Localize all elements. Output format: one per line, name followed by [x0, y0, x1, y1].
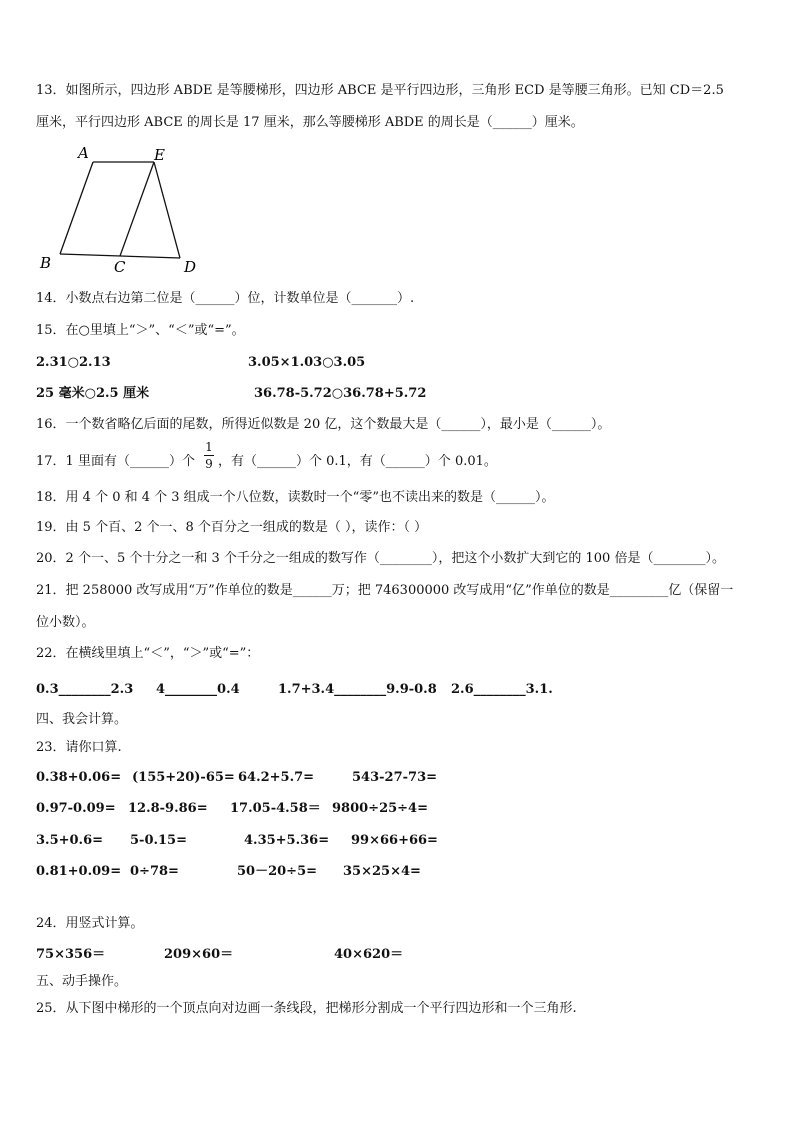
q23-item: 64.2+5.7=: [238, 770, 315, 785]
q23-item: 35×25×4=: [343, 864, 421, 879]
edge-AB: [60, 162, 93, 254]
q23-title: 23．请你口算.: [36, 740, 122, 755]
q23-item: 543-27-73=: [352, 770, 438, 785]
q15-item-2: 3.05×1.03○3.05: [248, 355, 366, 370]
q15-item-3: 25 毫米○2.5 厘米: [36, 386, 150, 401]
q23-item: (155+20)-65=: [132, 770, 235, 785]
q15-item-4: 36.78-5.72○36.78+5.72: [254, 386, 427, 401]
q20-text: 20．2 个一、5 个十分之一和 3 个千分之一组成的数写作（________），把这个小数扩大到它的 100 倍是（________）。: [36, 551, 725, 566]
label-C: C: [114, 258, 126, 276]
q23-item: 17.05-4.58＝: [230, 801, 321, 816]
q19-text: 19．由 5 个百、2 个一、8 个百分之一组成的数是（ ），读作：（ ）: [36, 520, 428, 535]
q17-fraction-denominator: 9: [205, 457, 213, 471]
q15-item-1: 2.31○2.13: [36, 355, 111, 370]
q22-item-1: 0.3________2.3: [36, 682, 134, 697]
q23-item: 4.35+5.36=: [244, 833, 330, 848]
q23-item: 12.8-9.86=: [128, 801, 208, 816]
q23-item: 9800÷25÷4=: [332, 801, 428, 816]
q23-item: 50－20÷5=: [237, 864, 318, 879]
label-D: D: [184, 258, 197, 276]
edge-EC: [120, 162, 154, 256]
q23-item: 99×66+66=: [351, 833, 438, 848]
q13-text-line2: 厘米，平行四边形 ABCE 的周长是 17 厘米，那么等腰梯形 ABDE 的周长是（______）厘米。: [36, 115, 584, 130]
q17-fraction-numerator: 1: [205, 440, 213, 454]
q15-title: 15．在○里填上“＞”、“＜”或“=”。: [36, 323, 245, 338]
q22-item-3: 1.7+3.4________9.9-0.8: [278, 682, 437, 697]
section-5-heading: 五、动手操作。: [36, 974, 128, 989]
q17-fraction-bar: [204, 455, 214, 456]
q21-text-line2: 位小数）。: [36, 615, 95, 630]
q23-item: 0.97-0.09=: [36, 801, 116, 816]
q24-item-2: 209×60＝: [164, 947, 234, 962]
q25-text: 25．从下图中梯形的一个顶点向对边画一条线段，把梯形分割成一个平行四边形和一个三角形.: [36, 1001, 577, 1016]
section-4-heading: 四、我会计算。: [36, 712, 128, 727]
q22-item-2: 4________0.4: [156, 682, 240, 697]
trapezoid-figure: [30, 140, 220, 280]
q18-text: 18．用 4 个 0 和 4 个 3 组成一个八位数，读数时一个“零”也不读出来的数是（______）。: [36, 490, 555, 505]
q21-text-line1: 21．把 258000 改写成用“万”作单位的数是______万；把 746300000 改写成用“亿”作单位的数是_________亿（保留一: [36, 583, 734, 598]
q13-text-line1: 13．如图所示，四边形 ABDE 是等腰梯形，四边形 ABCE 是平行四边形，三角形 ECD 是等腰三角形。已知 CD＝2.5: [36, 83, 724, 98]
edge-ED: [154, 162, 180, 258]
q23-item: 5-0.15=: [130, 833, 187, 848]
q16-text: 16．一个数省略亿后面的尾数，所得近似数是 20 亿，这个数最大是（______），最小是（______）。: [36, 417, 611, 432]
q24-title: 24．用竖式计算。: [36, 916, 144, 931]
q23-item: 3.5+0.6=: [36, 833, 104, 848]
label-A: A: [78, 144, 89, 162]
q23-item: 0.38+0.06=: [36, 770, 122, 785]
q24-item-1: 75×356＝: [36, 947, 106, 962]
q23-item: 0.81+0.09=: [36, 864, 122, 879]
q22-title: 22．在横线里填上“＜”，“＞”或“=”：: [36, 646, 260, 661]
q17-text-pre: 17．1 里面有（______）个: [36, 454, 195, 469]
q24-item-3: 40×620＝: [334, 947, 404, 962]
q23-item: 0÷78=: [130, 864, 179, 879]
q14-text: 14．小数点右边第二位是（______）位，计数单位是（_______）.: [36, 291, 415, 306]
label-E: E: [154, 146, 165, 164]
q17-text-post: ，有（______）个 0.1，有（______）个 0.01。: [218, 454, 497, 469]
q22-item-4: 2.6________3.1.: [451, 682, 553, 697]
label-B: B: [40, 254, 52, 272]
